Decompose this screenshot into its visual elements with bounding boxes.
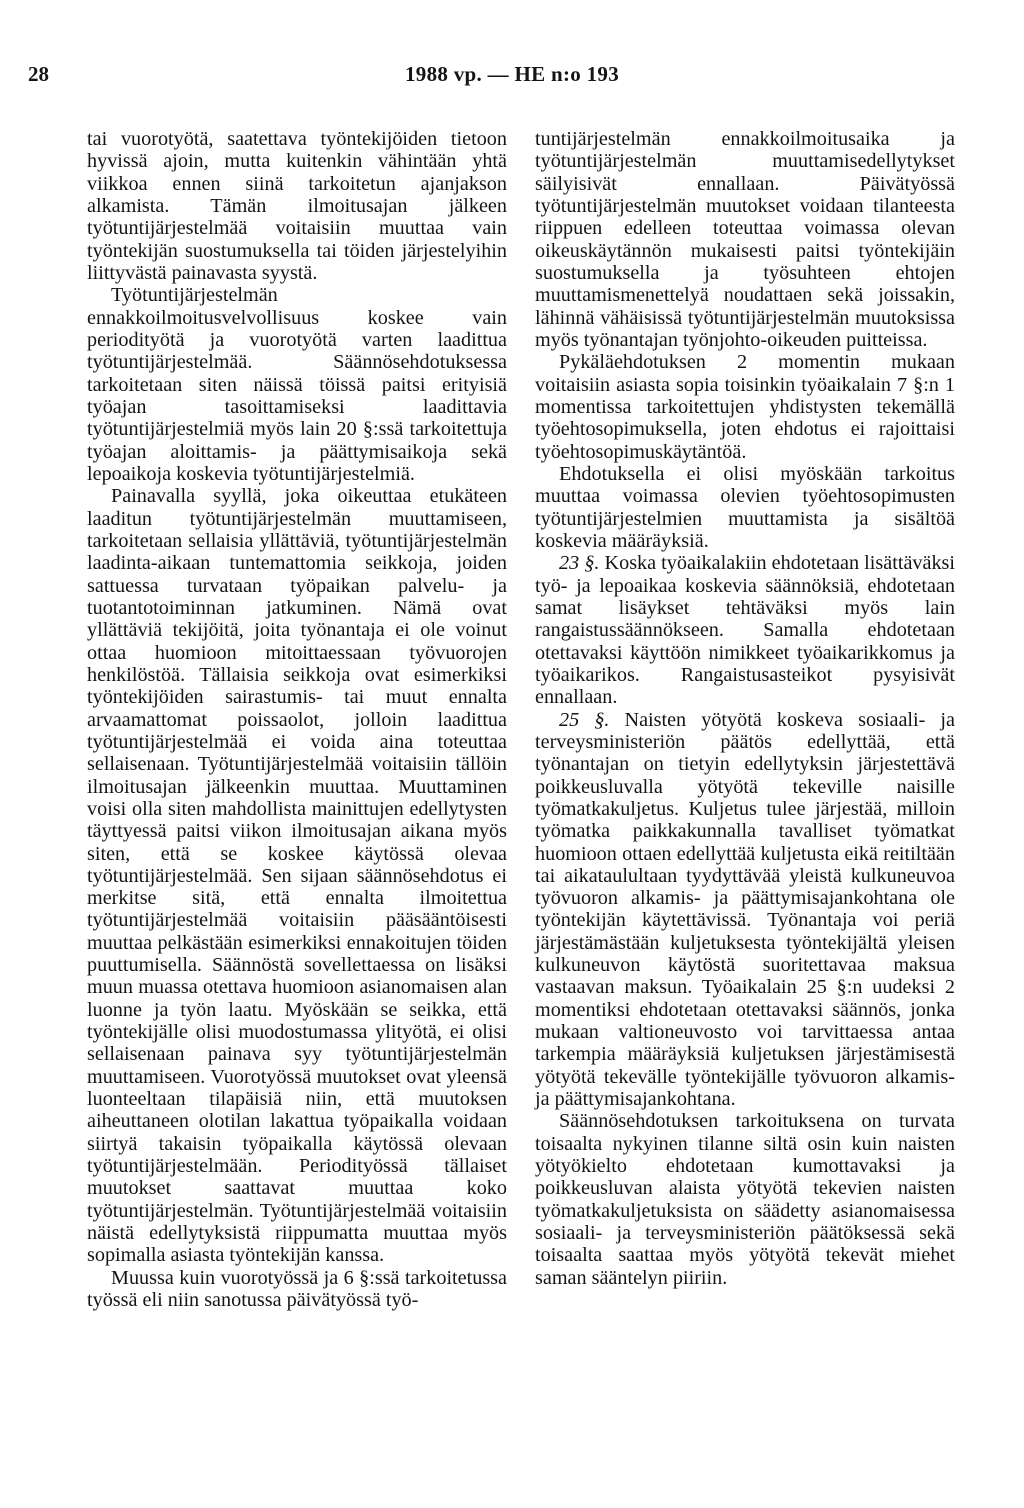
right-column: [535, 128, 955, 1289]
right-paragraph-5: [535, 709, 955, 1111]
right-paragraph-2: Pykäläehdotuksen 2 momentin mukaan voitaisiin asiasta sopia toisinkin työaikalain 7 §:n 1 momentissa tarkoitettujen yhdistysten tekemällä työehtosopimuksella, joten ehdotus ei rajoittaisi työehtosopimuskäytäntöä.: [535, 351, 955, 463]
section-ref-23: 23 §.: [559, 552, 600, 575]
right-paragraph-1: tuntijärjestelmän ennakkoilmoitusaika ja työtuntijärjestelmän muuttamisedellytykset säilyisivät ennallaan. Päivätyössä työtuntijärjestelmän muutokset voidaan tilanteesta riippuen edelleen toteuttaa voimassa olevan oikeuskäytännön mukaisesti paitsi työntekijäin suostumuksella ja työsuhteen ehtojen muuttamismenettelyä noudattaen sekä joissakin, lähinnä vähäisissä työtuntijärjestelmän muutoksissa myös työnantajan työnjohto-oikeuden puitteissa.: [535, 128, 955, 351]
right-paragraph-6: Säännösehdotuksen tarkoituksena on turvata toisaalta nykyinen tilanne siltä osin kuin naisten yötyökielto ehdotetaan kumottavaksi ja poikkeusluvan alaista yötyötä tekevien naisten työmatkakuljetuksista on säädetty asianomaisessa sosiaali- ja terveysministeriön päätöksessä sekä toisaalta saattaa myös yötyötä tekevät miehet saman sääntelyn piiriin.: [535, 1110, 955, 1289]
left-column: [87, 128, 507, 1311]
left-paragraph-2: Työtuntijärjestelmän ennakkoilmoitusvelvollisuus koskee vain periodityötä ja vuorotyötä varten laadittua työtuntijärjestelmää. Säännösehdotuksessa tarkoitetaan siten näissä töissä paitsi erityisiä työajan tasoittamiseksi laadittavia työtuntijärjestelmiä myös lain 20 §:ssä tarkoitettuja työajan aloittamis- ja päättymisaikoja sekä lepoaikoja koskevia työtuntijärjestelmiä.: [87, 284, 507, 485]
right-paragraph-4-text: Koska työaikalakiin ehdotetaan lisättäväksi työ- ja lepoaikaa koskevia säännöksiä, ehdotetaan samat lisäykset tehtäväksi myös lain rangaistussäännökseen. Samalla ehdotetaan otettavaksi käyttöön nimikkeet työaikarikkomus ja työaikarikos. Rangaistusasteikot pysyisivät ennallaan.: [535, 552, 956, 709]
left-paragraph-1: tai vuorotyötä, saatettava työntekijöiden tietoon hyvissä ajoin, mutta kuitenkin vähintään yhtä viikkoa ennen siinä tarkoitetun ajanjakson alkamista. Tämän ilmoitusajan jälkeen työtuntijärjestelmää voitaisiin muuttaa vain työntekijän suostumuksella tai töiden järjestelyihin liittyvästä painavasta syystä.: [87, 128, 507, 284]
left-paragraph-3: Painavalla syyllä, joka oikeuttaa etukäteen laaditun työtuntijärjestelmän muuttamiseen, tarkoitetaan sellaisia yllättäviä, työtuntijärjestelmän laadinta-aikaan tuntemattomia seikkoja, joiden sattuessa turvataan työpaikan palvelu- ja tuotantotoiminnan jatkuminen. Nämä ovat yllättäviä tekijöitä, joita työnantaja ei ole voinut ottaa huomioon mitoittaessaan työvuorojen henkilöstöä. Tällaisia seikkoja ovat esimerkiksi työntekijöiden sairastumis- tai muut ennalta arvaamattomat poissaolot, jolloin laadittua työtuntijärjestelmää ei voida aina toteuttaa sellaisenaan. Työtuntijärjestelmää voitaisiin tällöin ilmoitusajan jälkeenkin muuttaa. Muuttaminen voisi olla siten mahdollista mainittujen edellytysten täyttyessä paitsi viikon ilmoitusajan aikana myös siten, että se koskee käytössä olevaa työtuntijärjestelmää. Sen sijaan säännösehdotus ei merkitse sitä, että ennalta ilmoitettua työtuntijärjestelmää voitaisiin pääsääntöisesti muuttaa pelkästään esimerkiksi ennakoitujen töiden puuttumisella. Säännöstä sovellettaessa on lisäksi muun muassa otettava huomioon asianomaisen alan luonne ja työn laatu. Myöskään se seikka, että työntekijälle olisi muodostumassa ylityötä, ei olisi sellaisenaan painava syy työtuntijärjestelmän muuttamiseen. Vuorotyössä muutokset ovat yleensä luonteeltaan tilapäisiä niin, että muutoksen aiheuttaneen olotilan lakattua työpaikalla voidaan siirtyä takaisin työpaikalla käytössä olevaan työtuntijärjestelmään. Periodityössä tällaiset muutokset saattavat muuttaa koko työtuntijärjestelmän. Työtuntijärjestelmää voitaisiin näistä edellytyksistä riippumatta muuttaa myös sopimalla asiasta työntekijän kanssa.: [87, 485, 507, 1267]
running-head: 1988 vp. — HE n:o 193: [405, 62, 619, 86]
page-number: 28: [28, 62, 49, 86]
right-paragraph-5-text: Naisten yötyötä koskeva sosiaali- ja terveysministeriön päätös edellyttää, että työnantajan on tietyin edellytyksin järjestettävä poikkeusluvalla yötyötä tekeville naisille työmatkakuljetus. Kuljetus tulee järjestää, milloin työmatka paikkakunnalla tavalliset työmatkat huomioon ottaen edellyttää kuljetusta eikä reitiltään tai aikataulultaan tyydyttävää yleistä kulkuneuvoa työvuoron alkamis- ja päättymisajankohtana ole työntekijän käytettävissä. Työnantaja voi periä järjestämästään kuljetuksesta työntekijältä yleisen kulkuneuvon käytöstä suoritettavaa maksua vastaavan maksun. Työaikalain 25 §:n uudeksi 2 momentiksi ehdotetaan otettavaksi säännös, jonka mukaan valtioneuvosto voi tarvittaessa antaa tarkempia määräyksiä kuljetuksen järjestämisestä yötyötä tekevälle työntekijälle työvuoron alkamis- ja päättymisajankohtana.: [535, 708, 956, 1111]
left-paragraph-4: Muussa kuin vuorotyössä ja 6 §:ssä tarkoitetussa työssä eli niin sanotussa päivätyössä työ-: [87, 1266, 507, 1312]
right-paragraph-3: Ehdotuksella ei olisi myöskään tarkoitus muuttaa voimassa olevien työehtosopimusten työtuntijärjestelmien muuttamista ja sisältöä koskevia määräyksiä.: [535, 462, 955, 552]
section-ref-25: 25 §.: [559, 708, 610, 731]
right-paragraph-4: [535, 552, 955, 708]
